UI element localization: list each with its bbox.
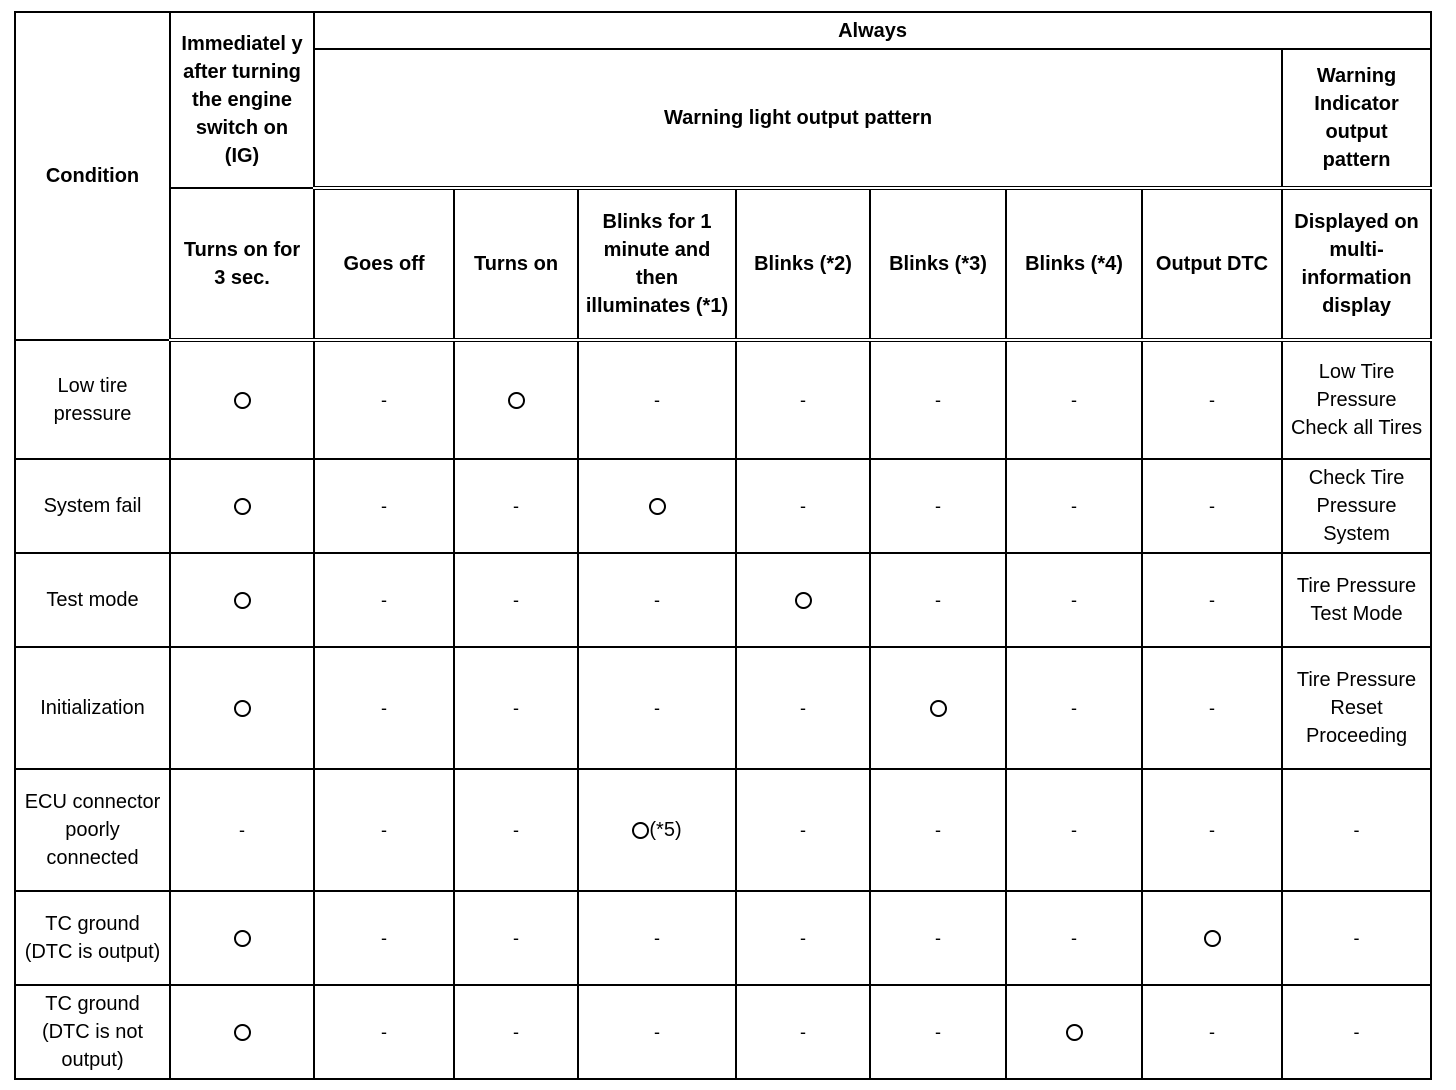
condition-cell: System fail: [15, 459, 170, 553]
circle-mark-cell: [1006, 985, 1142, 1079]
condition-cell: Low tire pressure: [15, 340, 170, 459]
footnote-label: (*5): [649, 819, 682, 841]
dash-cell: -: [870, 340, 1006, 459]
dash-cell: -: [454, 985, 578, 1079]
dash-cell: -: [1006, 553, 1142, 647]
circle-mark-icon: [508, 392, 525, 409]
dash-cell: -: [454, 891, 578, 985]
circle-mark-icon: [234, 1024, 251, 1041]
table-row: [15, 459, 1431, 553]
dash-cell: -: [314, 769, 454, 891]
subheader: Output DTC: [1142, 188, 1282, 340]
subheader: Blinks (*4): [1006, 188, 1142, 340]
circle-mark-cell: [170, 459, 314, 553]
subheader: Blinks for 1 minute and then illuminates (*1): [578, 188, 736, 340]
dash-cell: -: [1142, 459, 1282, 553]
table-row: [15, 769, 1431, 891]
table-row: [15, 553, 1431, 647]
circle-mark-cell: [870, 647, 1006, 769]
condition-cell: TC ground (DTC is output): [15, 891, 170, 985]
dash-cell: -: [454, 459, 578, 553]
header-warning-indicator-output-pattern: Warning Indicator output pattern: [1282, 49, 1431, 188]
dash-cell: -: [870, 553, 1006, 647]
tpms-warning-table: [14, 11, 1432, 1080]
dash-cell: -: [736, 769, 870, 891]
dash-cell: -: [578, 553, 736, 647]
table-row: [15, 340, 1431, 459]
dash-cell: -: [736, 340, 870, 459]
dash-cell: -: [314, 459, 454, 553]
dash-cell: -: [578, 985, 736, 1079]
condition-cell: ECU connector poorly connected: [15, 769, 170, 891]
header-warning-light-output-pattern: Warning light output pattern: [314, 49, 1282, 188]
subheader: Turns on for 3 sec.: [170, 188, 314, 340]
subheader: Blinks (*3): [870, 188, 1006, 340]
dash-cell: -: [1282, 985, 1431, 1079]
dash-cell: -: [1142, 985, 1282, 1079]
dash-cell: -: [170, 769, 314, 891]
subheader: Goes off: [314, 188, 454, 340]
dash-cell: -: [1282, 891, 1431, 985]
circle-mark-cell: [578, 769, 736, 891]
dash-cell: -: [736, 459, 870, 553]
display-message-cell: Tire Pressure Reset Proceeding: [1282, 647, 1431, 769]
dash-cell: -: [1142, 647, 1282, 769]
subheader: Displayed on multi-information display: [1282, 188, 1431, 340]
header-immediately: Immediatel y after turning the engine switch on (IG): [170, 12, 314, 188]
dash-cell: -: [1142, 340, 1282, 459]
dash-cell: -: [578, 891, 736, 985]
header-condition: Condition: [15, 12, 170, 340]
table-row: [15, 985, 1431, 1079]
display-message-cell: Low Tire Pressure Check all Tires: [1282, 340, 1431, 459]
header-always: Always: [314, 12, 1431, 49]
condition-cell: TC ground (DTC is not output): [15, 985, 170, 1079]
circle-mark-icon: [234, 498, 251, 515]
circle-mark-cell: [170, 340, 314, 459]
condition-cell: Initialization: [15, 647, 170, 769]
dash-cell: -: [1142, 553, 1282, 647]
display-message-cell: Check Tire Pressure System: [1282, 459, 1431, 553]
dash-cell: -: [870, 769, 1006, 891]
dash-cell: -: [454, 647, 578, 769]
dash-cell: -: [314, 553, 454, 647]
dash-cell: -: [1006, 340, 1142, 459]
dash-cell: -: [870, 459, 1006, 553]
circle-mark-icon: [234, 930, 251, 947]
dash-cell: -: [314, 647, 454, 769]
dash-cell: -: [870, 891, 1006, 985]
circle-mark-icon: [1066, 1024, 1083, 1041]
dash-cell: -: [578, 647, 736, 769]
subheader: Turns on: [454, 188, 578, 340]
circle-mark-cell: [170, 891, 314, 985]
subheader: Blinks (*2): [736, 188, 870, 340]
circle-mark-icon: [234, 700, 251, 717]
circle-mark-cell: [736, 553, 870, 647]
dash-cell: -: [736, 647, 870, 769]
circle-mark-cell: [170, 985, 314, 1079]
circle-mark-cell: [1142, 891, 1282, 985]
dash-cell: -: [1006, 891, 1142, 985]
dash-cell: -: [1006, 647, 1142, 769]
dash-cell: -: [1006, 769, 1142, 891]
dash-cell: -: [314, 985, 454, 1079]
display-message-cell: Tire Pressure Test Mode: [1282, 553, 1431, 647]
circle-mark-cell: [170, 647, 314, 769]
table-body: [15, 340, 1431, 1079]
circle-mark-icon: [234, 392, 251, 409]
circle-mark-icon: [1204, 930, 1221, 947]
circle-mark-icon: [632, 822, 649, 839]
circle-mark-icon: [795, 592, 812, 609]
circle-mark-icon: [234, 592, 251, 609]
table-row: [15, 647, 1431, 769]
dash-cell: -: [870, 985, 1006, 1079]
dash-cell: -: [1006, 459, 1142, 553]
dash-cell: -: [314, 891, 454, 985]
dash-cell: -: [1142, 769, 1282, 891]
dash-cell: -: [314, 340, 454, 459]
dash-cell: -: [736, 985, 870, 1079]
dash-cell: -: [736, 891, 870, 985]
dash-cell: -: [1282, 769, 1431, 891]
table-row: [15, 891, 1431, 985]
circle-mark-icon: [930, 700, 947, 717]
circle-mark-cell: [578, 459, 736, 553]
dash-cell: -: [578, 340, 736, 459]
circle-mark-cell: [454, 340, 578, 459]
dash-cell: -: [454, 553, 578, 647]
dash-cell: -: [454, 769, 578, 891]
circle-mark-cell: [170, 553, 314, 647]
condition-cell: Test mode: [15, 553, 170, 647]
circle-mark-icon: [649, 498, 666, 515]
